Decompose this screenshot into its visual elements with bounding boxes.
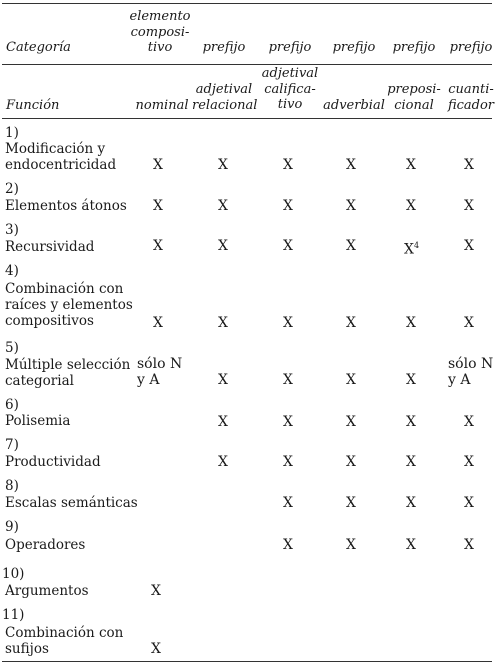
cell-mark: X [464, 157, 474, 173]
cell-mark: X [283, 238, 293, 254]
cell-mark: X [346, 198, 356, 214]
row-number: 1) [5, 125, 19, 141]
cell-mark: X [153, 198, 163, 214]
cell-mark: X [406, 495, 416, 511]
header-adjetival-calificativo: adjetival califica- tivo [261, 66, 319, 112]
cell-restriction: sólo N y A [448, 356, 494, 388]
cell-mark: X [346, 414, 356, 430]
header-adjetival-relacional: adjetival relacional [192, 82, 258, 113]
cell-mark: X [406, 315, 416, 331]
cell-mark: X [283, 537, 293, 553]
bottom-rule [2, 661, 492, 662]
cell-mark: X [153, 238, 163, 254]
cell-mark: X [464, 315, 474, 331]
cell-mark: X [346, 157, 356, 173]
row-number: 4) [5, 263, 19, 279]
cell-mark: X [283, 372, 293, 388]
cell-mark: X [153, 315, 163, 331]
row-number: 5) [5, 340, 19, 356]
cell-mark: X [406, 414, 416, 430]
row-label: Polisemia [5, 413, 71, 429]
row-number: 11) [2, 607, 25, 623]
cell-mark: X [406, 372, 416, 388]
row-label: Múltiple selección categorial [5, 357, 131, 389]
cell-mark-with-footnote [404, 238, 419, 258]
cell-mark: X [283, 414, 293, 430]
header-prefijo-3: prefijo [332, 40, 376, 55]
cell-mark: X [406, 157, 416, 173]
cell-mark: X [346, 454, 356, 470]
row-number: 3) [5, 222, 19, 238]
header-mid-rule [2, 64, 492, 65]
cell-mark: X [464, 537, 474, 553]
header-prefijo-2: prefijo [268, 40, 312, 55]
cell-restriction: sólo N y A [137, 356, 183, 388]
row-number: 7) [5, 437, 19, 453]
row-label: Recursividad [5, 239, 95, 255]
row-label: Modificación y endocentricidad [5, 141, 117, 173]
cell-mark: X [346, 315, 356, 331]
row-number: 8) [5, 478, 19, 494]
header-prefijo-4: prefijo [392, 40, 436, 55]
cell-mark: X [406, 537, 416, 553]
cell-mark: X [218, 315, 228, 331]
cell-mark: X [406, 454, 416, 470]
cell-mark: X [283, 454, 293, 470]
header-adverbial: adverbial [323, 98, 385, 113]
cell-mark: X [218, 238, 228, 254]
cell-mark: X [464, 495, 474, 511]
cell-mark: X [404, 241, 414, 258]
row-label: Operadores [5, 537, 86, 553]
cell-mark: X [464, 414, 474, 430]
header-categoria: Categoría [6, 40, 71, 55]
header-prefijo-1: prefijo [202, 40, 246, 55]
row-number: 6) [5, 397, 19, 413]
cell-mark: X [406, 198, 416, 214]
top-rule [2, 3, 492, 4]
row-label: Productividad [5, 454, 101, 470]
header-elemento-compositivo: elemento composi- tivo [129, 9, 191, 55]
cell-mark: X [346, 495, 356, 511]
cell-mark: X [218, 198, 228, 214]
cell-mark: X [218, 454, 228, 470]
cell-mark: X [153, 157, 163, 173]
cell-mark: X [283, 157, 293, 173]
header-bottom-rule [2, 118, 492, 119]
row-number: 10) [2, 566, 25, 582]
header-preposicional: preposi- cional [387, 82, 441, 113]
cell-mark: X [218, 372, 228, 388]
cell-mark: X [464, 238, 474, 254]
cell-mark: X [464, 454, 474, 470]
cell-mark: X [218, 157, 228, 173]
row-number: 2) [5, 181, 19, 197]
header-prefijo-5: prefijo [449, 40, 493, 55]
cell-mark: X [218, 414, 228, 430]
footnote-marker: 4 [413, 241, 420, 250]
cell-mark: X [151, 641, 161, 657]
cell-mark: X [283, 315, 293, 331]
row-label: Combinación con raíces y elementos compositivos [5, 281, 133, 329]
cell-mark: X [346, 537, 356, 553]
header-nominal: nominal [135, 98, 189, 113]
row-label: Escalas semánticas [5, 495, 138, 511]
row-number: 9) [5, 519, 19, 535]
row-label: Elementos átonos [5, 198, 127, 214]
row-label: Argumentos [5, 583, 89, 599]
row-label: Combinación con sufijos [5, 625, 124, 657]
cell-mark: X [283, 495, 293, 511]
cell-mark: X [346, 372, 356, 388]
header-funcion: Función [6, 98, 60, 113]
cell-mark: X [346, 238, 356, 254]
cell-mark: X [151, 583, 161, 599]
cell-mark: X [283, 198, 293, 214]
cell-mark: X [464, 198, 474, 214]
header-cuantificador: cuanti- ficador [447, 82, 495, 113]
